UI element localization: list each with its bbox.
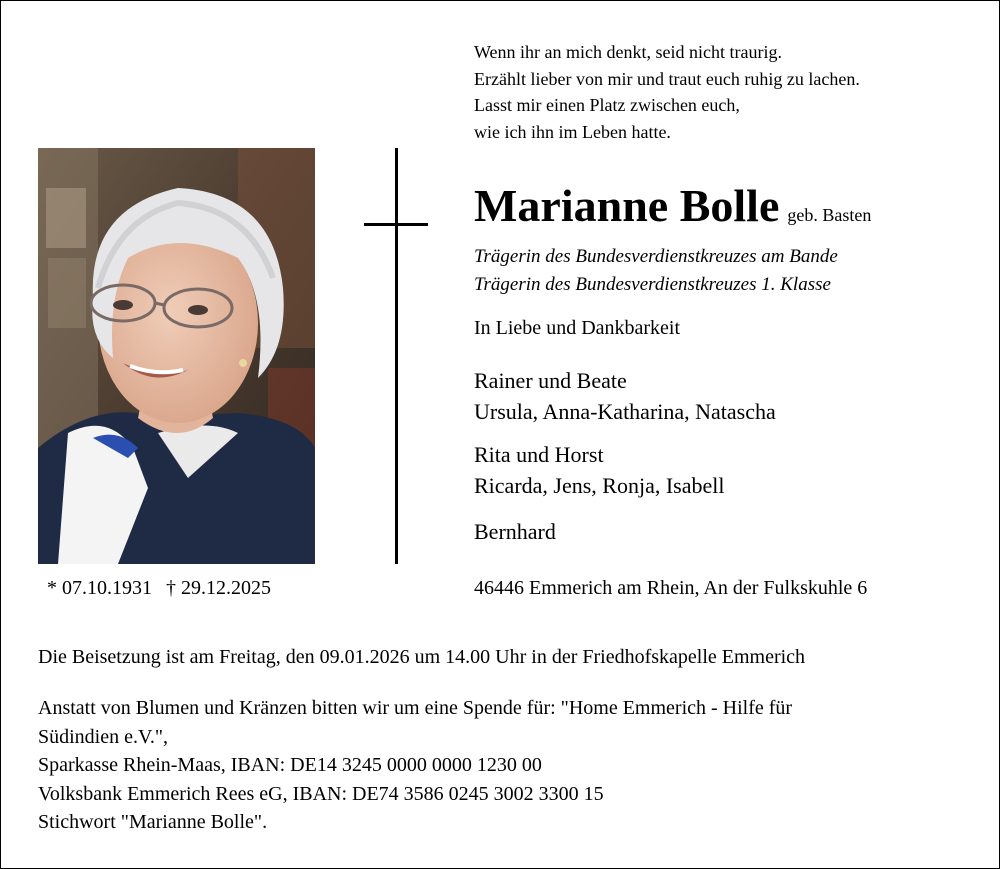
- poem-line: Wenn ihr an mich denkt, seid nicht traurig.: [474, 42, 782, 62]
- family-group-1: [474, 365, 776, 427]
- honor-line: Trägerin des Bundesverdienstkreuzes 1. Klasse: [474, 274, 831, 295]
- donation-line: Südindien e.V.",: [38, 725, 169, 748]
- donation-line: Sparkasse Rhein-Maas, IBAN: DE14 3245 0000 0000 1230 00: [38, 754, 542, 776]
- death-date: † 29.12.2025: [166, 577, 271, 599]
- birth-name: geb. Basten: [787, 205, 872, 225]
- family-line: Bernhard: [474, 519, 556, 544]
- family-line: Ricarda, Jens, Ronja, Isabell: [474, 473, 725, 498]
- family-group-3: [474, 516, 556, 547]
- dedication: In Liebe und Dankbarkeit: [474, 317, 681, 339]
- poem-line: Lasst mir einen Platz zwischen euch,: [474, 95, 740, 115]
- honor-line: Trägerin des Bundesverdienstkreuzes am Bande: [474, 246, 838, 267]
- family-line: Rita und Horst: [474, 442, 604, 467]
- donation-info: [38, 694, 968, 837]
- poem-line: wie ich ihn im Leben hatte.: [474, 121, 671, 142]
- donation-line: Volksbank Emmerich Rees eG, IBAN: DE74 3586 0245 3002 3300 15: [38, 782, 604, 805]
- donation-line: Stichwort "Marianne Bolle".: [38, 811, 268, 833]
- deceased-name-line: [474, 179, 871, 232]
- family-group-2: [474, 439, 725, 501]
- family-line: Rainer und Beate: [474, 368, 627, 393]
- address: 46446 Emmerich am Rhein, An der Fulkskuhle 6: [474, 577, 868, 599]
- life-dates: [47, 577, 285, 600]
- poem: [474, 39, 860, 145]
- deceased-name: Marianne Bolle: [474, 180, 780, 231]
- funeral-info: Die Beisetzung ist am Freitag, den 09.01.2026 um 14.00 Uhr in der Friedhofskapelle Emmerich: [38, 646, 806, 668]
- cross-icon: [395, 148, 398, 564]
- portrait-photo: [38, 148, 315, 564]
- cross-bar: [364, 223, 428, 226]
- donation-line: Anstatt von Blumen und Kränzen bitten wir um eine Spende für: "Home Emmerich - Hilfe für: [38, 697, 793, 719]
- honors: [474, 243, 838, 299]
- poem-line: Erzählt lieber von mir und traut euch ruhig zu lachen.: [474, 68, 860, 89]
- birth-date: * 07.10.1931: [47, 577, 152, 599]
- family-line: Ursula, Anna-Katharina, Natascha: [474, 399, 776, 424]
